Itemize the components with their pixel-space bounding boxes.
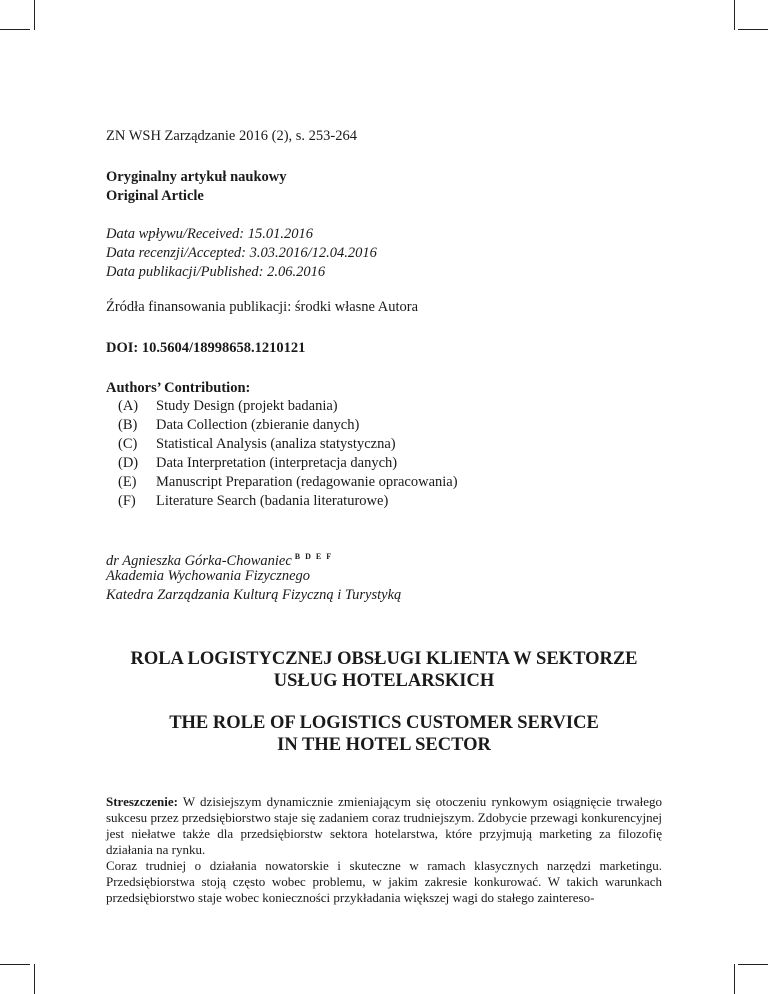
author-department: Katedra Zarządzania Kulturą Fizyczną i Turystyką — [106, 587, 402, 603]
title-pl-line1: ROLA LOGISTYCZNEJ OBSŁUGI KLIENTA W SEKTORZE — [130, 649, 638, 669]
contribution-item: (F) Literature Search (badania literaturowe) — [118, 493, 389, 509]
author-contribution-codes: B D E F — [294, 552, 333, 561]
crop-mark — [0, 964, 30, 965]
title-en-line2: IN THE HOTEL SECTOR — [277, 735, 491, 755]
abstract-paragraph: Coraz trudniej o działania nowatorskie i skuteczne w ramach klasycznych narzędzi marketingu. Przedsiębiorstwa stoją często wobec problemu, w jakim zakresie konkurować. W takich warunkach przedsiębiorstwo staje wobec konieczności przykładania większej wagi do stałego zaintereso- — [106, 858, 662, 905]
crop-mark — [0, 29, 30, 30]
doi: DOI: 10.5604/18998658.1210121 — [106, 340, 306, 356]
contribution-item: (B) Data Collection (zbieranie danych) — [118, 417, 360, 433]
contribution-heading: Authors’ Contribution: — [106, 380, 251, 396]
crop-mark — [34, 0, 35, 30]
date-received: Data wpływu/Received: 15.01.2016 — [106, 226, 313, 242]
crop-mark — [738, 964, 768, 965]
crop-mark — [34, 964, 35, 994]
contribution-item: (C) Statistical Analysis (analiza statystyczna) — [118, 436, 396, 452]
crop-mark — [738, 29, 768, 30]
author-affiliation: Akademia Wychowania Fizycznego — [106, 568, 311, 584]
abstract-paragraph: Streszczenie: W dzisiejszym dynamicznie zmieniającym się otoczeniu rynkowym osiągnięcie trwałego sukcesu przez przedsiębiorstwo staje się zadaniem coraz trudniejszym. Zdobycie przewagi konkurencyjnej jest niełatwe także dla przedsiębiorstw sektora hotelarstwa, które przyjmują marketing za filozofię działania na rynku. — [106, 794, 663, 857]
crop-mark — [734, 0, 735, 30]
crop-mark — [734, 964, 735, 994]
abstract-label: Streszczenie: — [106, 794, 178, 809]
abstract — [106, 794, 662, 906]
contribution-item: (E) Manuscript Preparation (redagowanie opracowania) — [118, 474, 458, 490]
contribution-item: (A) Study Design (projekt badania) — [118, 398, 338, 414]
title-en-line1: THE ROLE OF LOGISTICS CUSTOMER SERVICE — [169, 713, 599, 733]
title-pl-line2: USŁUG HOTELARSKICH — [273, 671, 495, 691]
journal-reference: ZN WSH Zarządzanie 2016 (2), s. 253-264 — [106, 128, 357, 144]
date-published: Data publikacji/Published: 2.06.2016 — [106, 264, 326, 280]
contribution-item: (D) Data Interpretation (interpretacja danych) — [118, 455, 398, 471]
author-name: dr Agnieszka Górka-Chowaniec $^{B D E F}$ — [106, 552, 333, 569]
date-accepted: Data recenzji/Accepted: 3.03.2016/12.04.2016 — [106, 245, 377, 261]
funding-source: Źródła finansowania publikacji: środki własne Autora — [106, 299, 419, 315]
article-type-en: Original Article — [106, 188, 204, 204]
article-type-pl: Oryginalny artykuł naukowy — [106, 169, 287, 185]
